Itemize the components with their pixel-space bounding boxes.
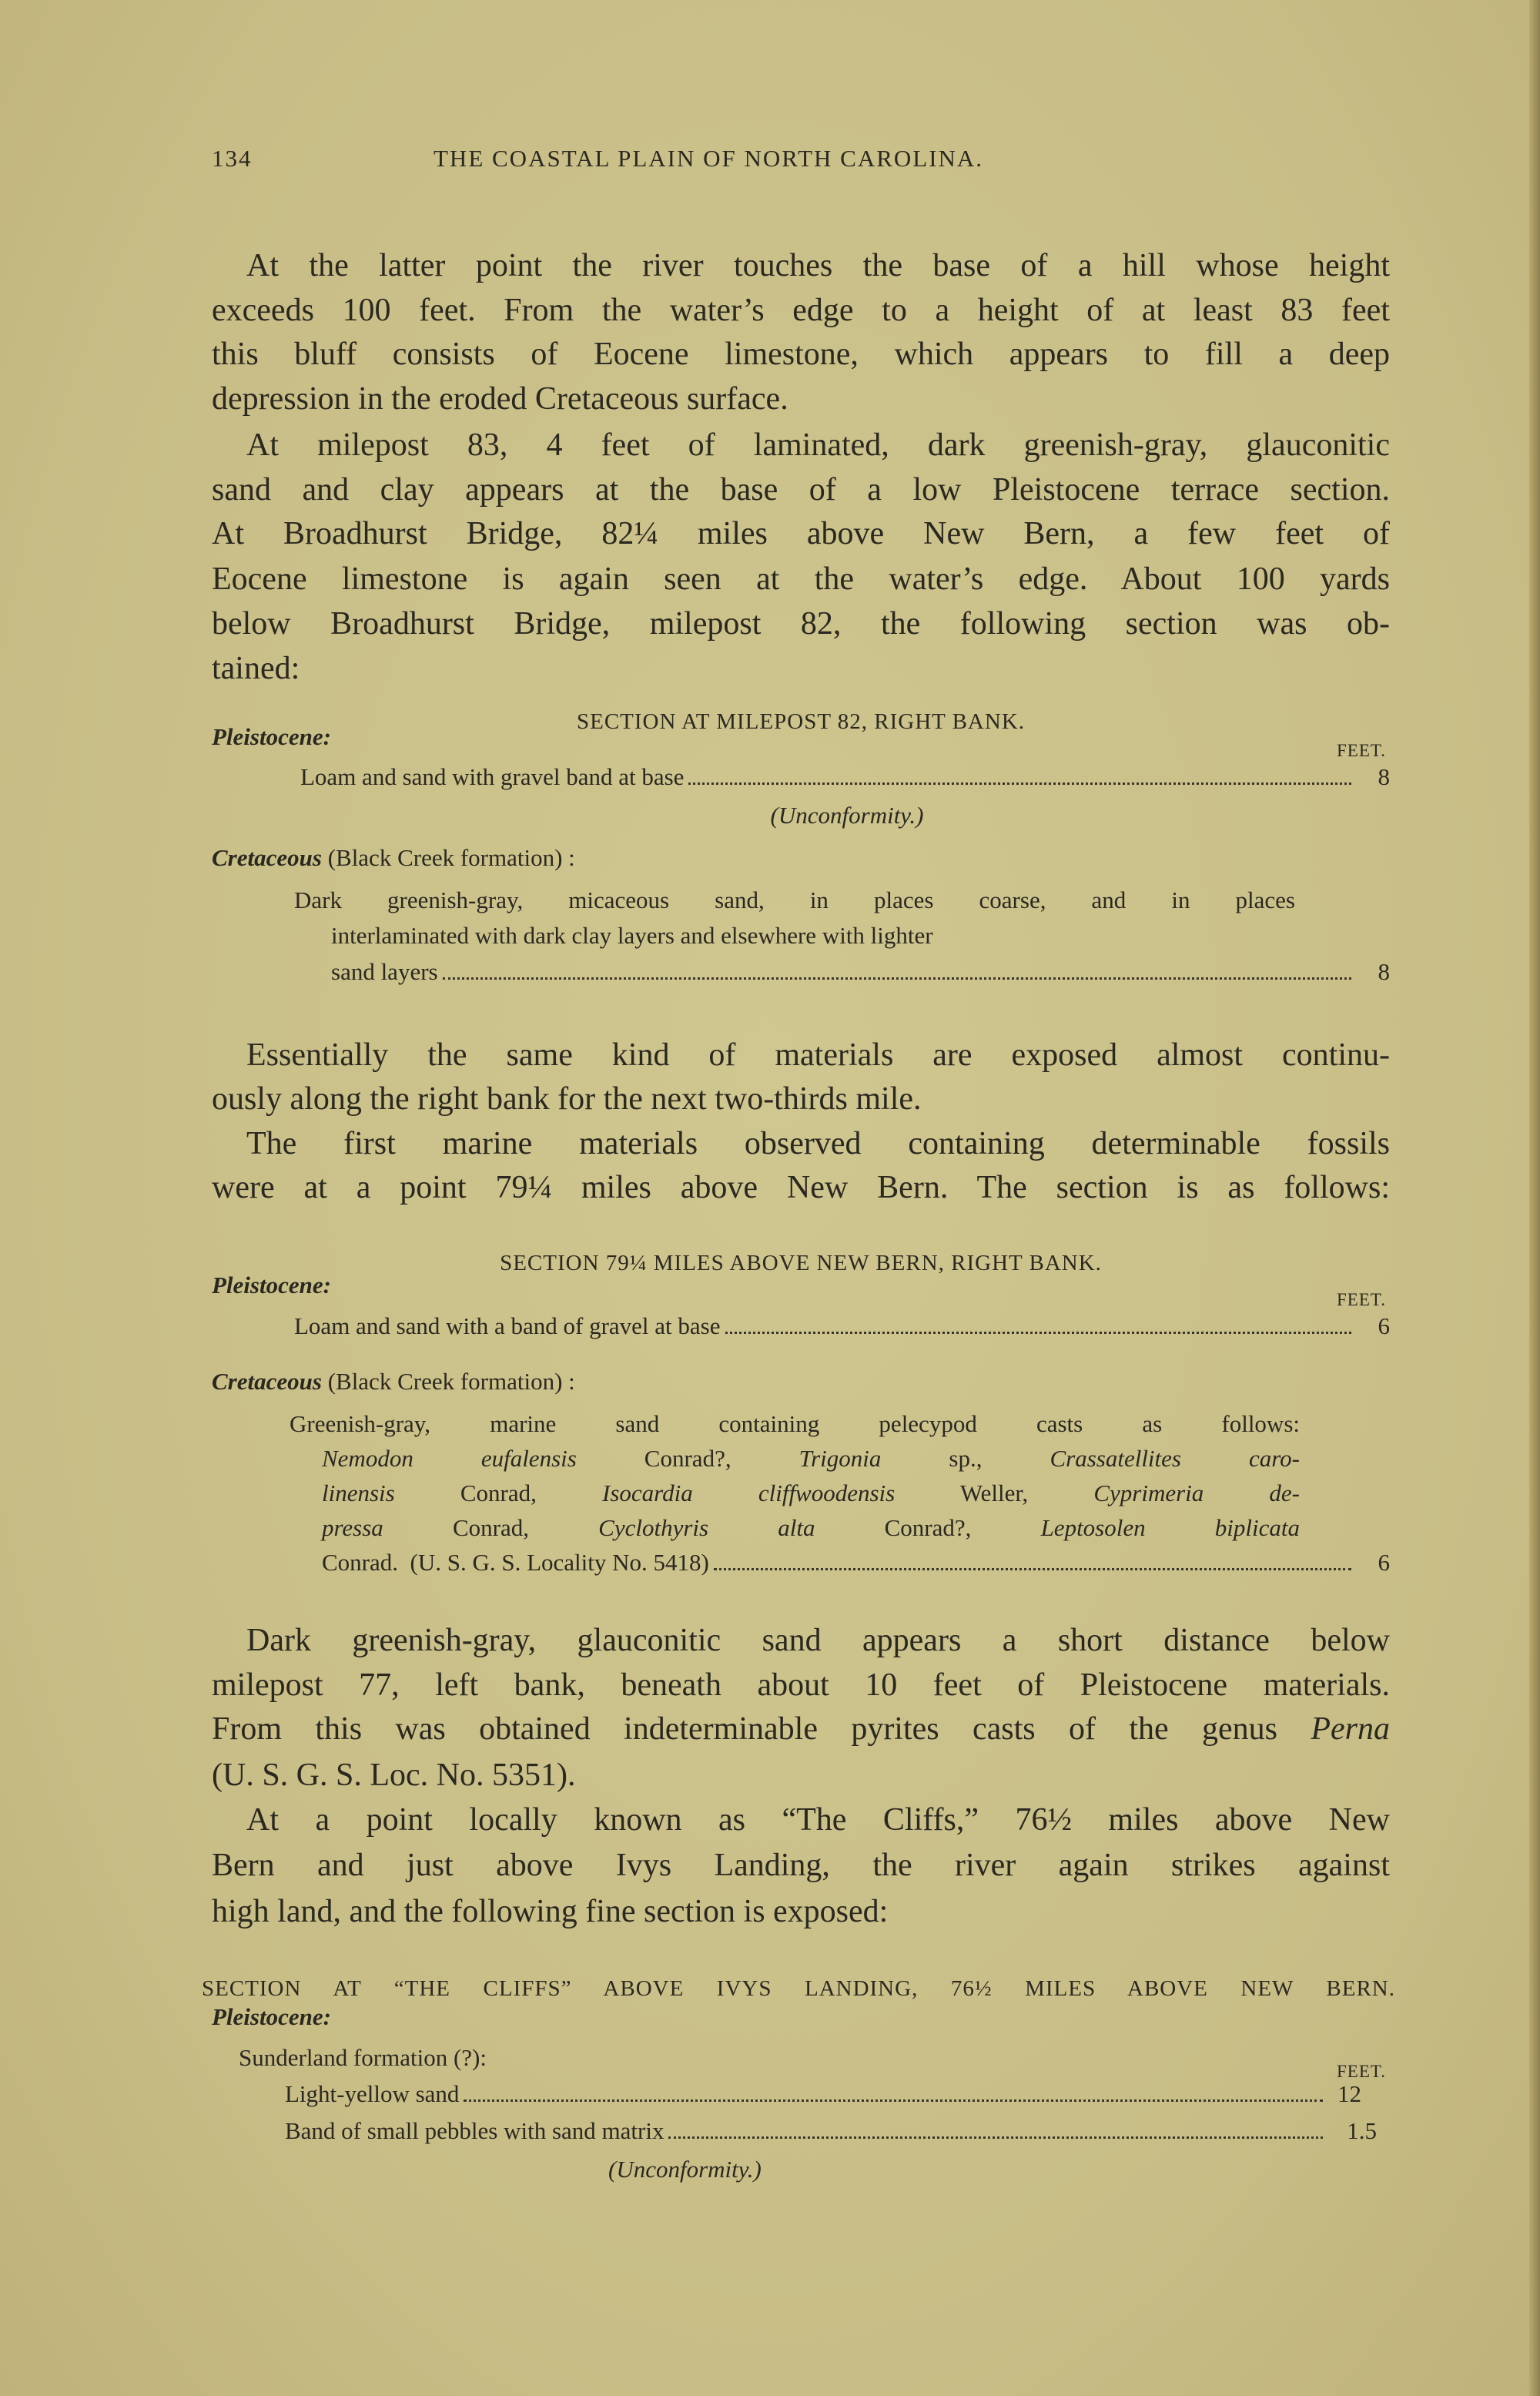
species: pressa [322, 1514, 383, 1541]
entry-feet: 1.5 [1347, 2117, 1377, 2144]
formation-name: (Black Creek formation) : [321, 1368, 575, 1395]
section-title: SECTION 79¼ MILES ABOVE NEW BERN, RIGHT BANK. [500, 1251, 1102, 1275]
species: Isocardia cliffwoodensis [602, 1479, 896, 1506]
paragraph-line: milepost 77, left bank, beneath about 10 feet of Pleistocene materials. [212, 1667, 1390, 1703]
entry-feet: 6 [1378, 1549, 1390, 1576]
species: linensis [322, 1479, 395, 1506]
leader-dots [443, 977, 1351, 980]
entry-text: sand layers [331, 958, 438, 985]
fossil-line [322, 1513, 1300, 1543]
paragraph-line: (U. S. G. S. Loc. No. 5351). [212, 1758, 576, 1793]
epoch-label: Pleistocene: [212, 2003, 331, 2030]
paragraph-line: high land, and the following fine section is exposed: [212, 1894, 889, 1929]
leader-dots [668, 2136, 1323, 2139]
paragraph-line: depression in the eroded Cretaceous surface. [212, 381, 788, 417]
paragraph-line: this bluff consists of Eocene limestone, which appears to fill a deep [212, 337, 1390, 372]
paragraph-line: were at a point 79¼ miles above New Bern. The section is as follows: [212, 1170, 1390, 1205]
paragraph-line: Essentially the same kind of materials are exposed almost continu- [246, 1037, 1390, 1073]
fossil-line [322, 1479, 1300, 1508]
entry-line: Dark greenish-gray, micaceous sand, in places coarse, and in places [294, 886, 1295, 913]
paragraph-line: At Broadhurst Bridge, 82¼ miles above New Bern, a few feet of [212, 516, 1390, 551]
paragraph-line: exceeds 100 feet. From the water’s edge to a height of at least 83 feet [212, 293, 1390, 328]
paragraph-line: At milepost 83, 4 feet of laminated, dark greenish-gray, glauconitic [246, 427, 1390, 463]
paragraph-line: The first marine materials observed containing determinable fossils [246, 1126, 1390, 1161]
page-edge [1529, 0, 1540, 2396]
paragraph-line: At the latter point the river touches the base of a hill whose height [246, 248, 1390, 283]
entry-text: Light-yellow sand [285, 2080, 460, 2107]
text: From this was obtained indeterminable pyrites casts of the genus [212, 1711, 1311, 1747]
entry-feet: 8 [1378, 763, 1390, 790]
running-title: THE COASTAL PLAIN OF NORTH CAROLINA. [434, 145, 984, 172]
entry-text: Loam and sand with gravel band at base [300, 763, 685, 790]
paragraph-line: below Broadhurst Bridge, milepost 82, the following section was ob- [212, 606, 1390, 642]
section-entry [331, 957, 1390, 987]
formation-label [212, 1367, 1390, 1396]
species: Cyclothyris alta [598, 1514, 815, 1541]
author: Conrad, [383, 1514, 599, 1541]
feet-header: FEET. [1337, 741, 1386, 760]
leader-dots [464, 2099, 1323, 2102]
author: Conrad?, [815, 1514, 1041, 1541]
formation-label: Sunderland formation (?): [239, 2044, 487, 2071]
species: Crassatellites caro- [1050, 1445, 1300, 1472]
section-entry [285, 2079, 1361, 2109]
paragraph-line: tained: [212, 651, 300, 686]
entry-feet: 6 [1378, 1312, 1390, 1339]
paragraph-line: At a point locally known as “The Cliffs,” 76½ miles above New [246, 1802, 1390, 1838]
entry-text: Conrad. (U. S. G. S. Locality No. 5418) [322, 1549, 709, 1576]
leader-dots [714, 1568, 1351, 1570]
paragraph-line: sand and clay appears at the base of a low Pleistocene terrace section. [212, 472, 1390, 508]
unconformity-note: (Unconformity.) [608, 2156, 762, 2183]
section-entry [294, 1312, 1390, 1341]
formation-label [212, 843, 1390, 873]
fossil-line [322, 1444, 1300, 1473]
species: Leptosolen biplicata [1040, 1514, 1300, 1541]
leader-dots [725, 1332, 1351, 1334]
author: Conrad, [394, 1479, 603, 1506]
paragraph-line: Bern and just above Ivys Landing, the river again strikes against [212, 1848, 1390, 1883]
entry-text: Band of small pebbles with sand matrix [285, 2117, 665, 2144]
entry-text: Loam and sand with a band of gravel at base [294, 1312, 721, 1339]
species: Cyprimeria de- [1093, 1479, 1301, 1506]
author: sp., [881, 1445, 1050, 1472]
author: Weller, [895, 1479, 1094, 1506]
author: Conrad?, [576, 1445, 799, 1472]
epoch-label: Cretaceous [212, 1368, 322, 1395]
paragraph-line [212, 1710, 1390, 1748]
paragraph-line: ously along the right bank for the next two-thirds mile. [212, 1081, 922, 1117]
entry-line: Greenish-gray, marine sand containing pelecypod casts as follows: [290, 1410, 1300, 1437]
paragraph-line: Eocene limestone is again seen at the water’s edge. About 100 yards [212, 561, 1390, 597]
feet-header: FEET. [1337, 1290, 1386, 1309]
feet-header: FEET. [1337, 2062, 1386, 2081]
section-title: SECTION AT “THE CLIFFS” ABOVE IVYS LANDING, 76½ MILES ABOVE NEW BERN. [202, 1976, 1395, 2001]
section-entry [322, 1548, 1390, 1577]
section-entry [285, 2116, 1377, 2146]
epoch-label: Pleistocene: [212, 1272, 331, 1299]
entry-feet: 12 [1337, 2080, 1361, 2107]
species: Nemodon eufalensis [322, 1445, 577, 1472]
section-title: SECTION AT MILEPOST 82, RIGHT BANK. [576, 709, 1026, 734]
leader-dots [688, 782, 1351, 785]
species: Trigonia [798, 1445, 882, 1472]
formation-name: (Black Creek formation) : [321, 844, 575, 871]
epoch-label: Cretaceous [212, 844, 322, 871]
paragraph-line: Dark greenish-gray, glauconitic sand appears a short distance below [246, 1623, 1390, 1658]
entry-line: interlaminated with dark clay layers and elsewhere with lighter [331, 922, 933, 949]
unconformity-note: (Unconformity.) [770, 802, 924, 829]
genus-name: Perna [1311, 1711, 1390, 1747]
section-entry [300, 762, 1390, 792]
entry-feet: 8 [1378, 958, 1390, 985]
page-number: 134 [212, 145, 253, 172]
epoch-label: Pleistocene: [212, 723, 331, 750]
